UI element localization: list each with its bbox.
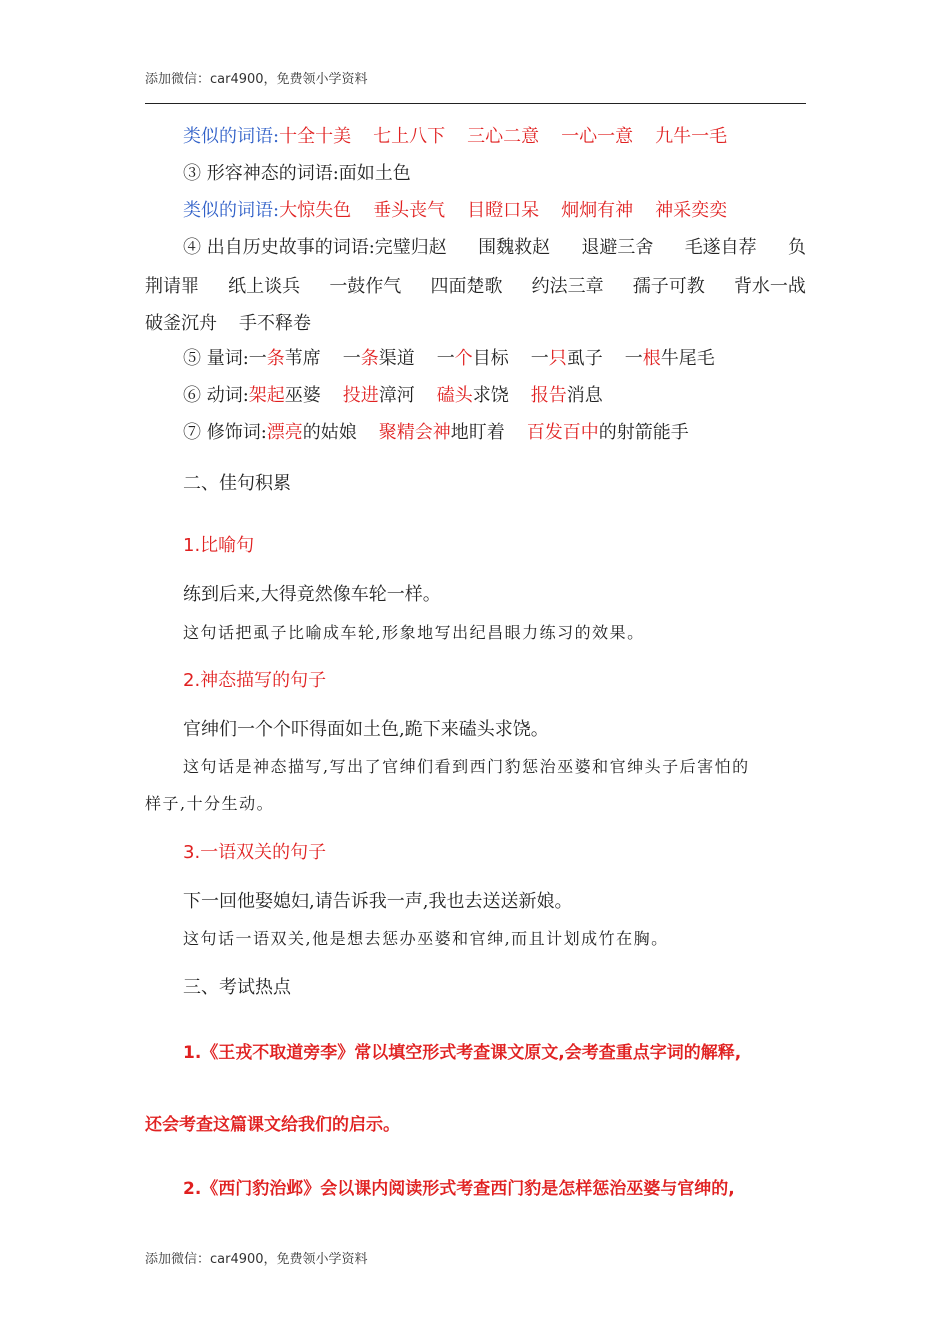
similar-word: 目瞪口呆: [467, 200, 540, 221]
similar-word: 十全十美: [279, 126, 352, 147]
verb-word: 架起: [248, 385, 285, 406]
item-6: ⑥ 动词:架起巫婆 投进漳河 磕头求饶 报告消息: [183, 385, 603, 406]
similar-word: 炯炯有神: [561, 200, 634, 221]
item-7-label: ⑦ 修饰词:: [183, 422, 267, 443]
measure-word: 只: [548, 348, 567, 369]
idiom: 毛遂自荐: [684, 237, 757, 258]
idiom: 纸上谈兵: [228, 276, 301, 297]
modifier-word: 百发百中: [526, 422, 599, 443]
page-header: 添加微信：car4900，免费领小学资料: [145, 72, 368, 87]
idiom: 负: [787, 237, 806, 258]
hotspot-1-line-1: 1.《王戎不取道旁李》常以填空形式考查课文原文,会考查重点字词的解释,: [183, 1043, 742, 1063]
measure-word: 条: [360, 348, 379, 369]
item-7: ⑦ 修饰词:漂亮的姑娘 聚精会神地盯着 百发百中的射箭能手: [183, 422, 689, 443]
item-5: ⑤ 量词:一条苇席 一条渠道 一个目标 一只虱子 一根牛尾毛: [183, 348, 715, 369]
hotspot-2-line-1: 2.《西门豹治邺》会以课内阅读形式考查西门豹是怎样惩治巫婆与官绅的,: [183, 1179, 735, 1199]
idiom: 荆请罪: [145, 276, 199, 297]
s3-comment: 这句话一语双关,他是想去惩办巫婆和官绅,而且计划成竹在胸。: [183, 929, 669, 948]
idiom: 退避三舍: [581, 237, 654, 258]
verb-word: 投进: [342, 385, 379, 406]
measure-word: 个: [454, 348, 473, 369]
hotspot-1-line-2: 还会考查这篇课文给我们的启示。: [145, 1115, 400, 1135]
s2-sentence: 官绅们一个个吓得面如土色,跪下来磕头求饶。: [183, 719, 549, 740]
header-divider: [145, 103, 806, 104]
similar-word: 大惊失色: [279, 200, 352, 221]
section-2-title: 二、佳句积累: [183, 473, 291, 494]
idiom: 四面楚歌: [430, 276, 503, 297]
s3-sentence: 下一回他娶媳妇,请告诉我一声,我也去送送新娘。: [183, 891, 573, 912]
verb-word: 磕头: [436, 385, 473, 406]
idiom: 围魏救赵: [478, 237, 551, 258]
item-4-prefix: ④ 出自历史故事的词语:完璧归赵: [183, 237, 447, 258]
similar-word: 神采奕奕: [655, 200, 728, 221]
similar-word: 一心一意: [561, 126, 634, 147]
similar-words-line-1: [145, 125, 806, 149]
idiom: 约法三章: [531, 276, 604, 297]
page-footer: 添加微信：car4900，免费领小学资料: [145, 1252, 368, 1267]
s1-sentence: 练到后来,大得竟然像车轮一样。: [183, 584, 441, 605]
similar-word: 垂头丧气: [373, 200, 446, 221]
s2-comment-line-1: 这句话是神态描写,写出了官绅们看到西门豹惩治巫婆和官绅头子后害怕的: [183, 757, 750, 776]
measure-word: 条: [266, 348, 285, 369]
item-6-label: ⑥ 动词:: [183, 385, 249, 406]
idiom: 手不释卷: [239, 313, 311, 334]
modifier-word: 聚精会神: [378, 422, 451, 443]
idiom: 孺子可教: [632, 276, 705, 297]
item-4-line-2: [145, 275, 806, 299]
measure-word: 根: [642, 348, 661, 369]
item-4-line-1: [145, 236, 806, 260]
s3-title: 3.一语双关的句子: [183, 842, 327, 863]
idiom: 一鼓作气: [329, 276, 402, 297]
idiom: 破釜沉舟: [145, 313, 217, 334]
s1-title: 1.比喻句: [183, 535, 255, 556]
item-3: ③ 形容神态的词语:面如土色: [183, 163, 411, 184]
modifier-word: 漂亮: [266, 422, 303, 443]
s2-title: 2.神态描写的句子: [183, 670, 327, 691]
similar-word: 九牛一毛: [655, 126, 728, 147]
idiom: 背水一战: [733, 276, 806, 297]
similar-words-line-2: [145, 199, 806, 223]
similar-label: 类似的词语:: [183, 126, 280, 147]
verb-word: 报告: [530, 385, 567, 406]
item-4-line-3: [145, 312, 806, 336]
s1-comment: 这句话把虱子比喻成车轮,形象地写出纪昌眼力练习的效果。: [183, 623, 645, 642]
item-5-label: ⑤ 量词:: [183, 348, 249, 369]
similar-word: 七上八下: [373, 126, 446, 147]
s2-comment-line-2: 样子,十分生动。: [145, 794, 275, 813]
section-3-title: 三、考试热点: [183, 977, 291, 998]
similar-label: 类似的词语:: [183, 200, 280, 221]
similar-word: 三心二意: [467, 126, 540, 147]
